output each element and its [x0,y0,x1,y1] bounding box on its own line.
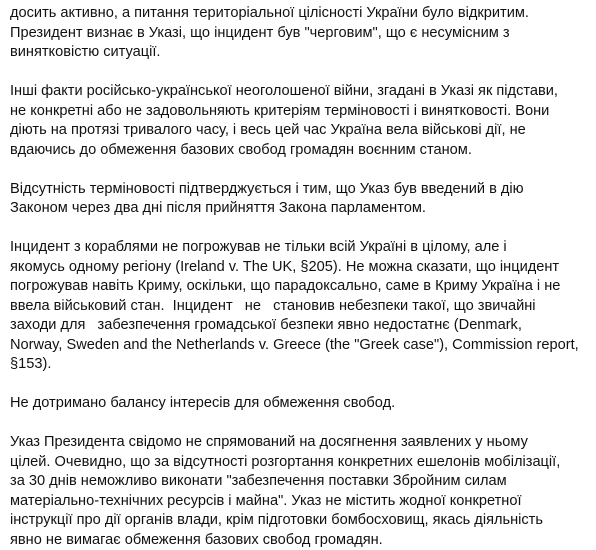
text-line: явно не вимагає обмеження базових свобод громадян. [10,531,590,550]
text-line: Не дотримано балансу інтересів для обмеження свобод. [10,394,590,414]
text-line: заходи для забезпечення громадської безпеки явно недостатнє (Denmark, [10,316,590,336]
text-line: ввела військовий стан. Інцидент не становив небезпеки такої, що звичайні [10,297,590,317]
paragraph-2 [10,82,590,160]
text-line: інструкції про дії органів влади, крім підготовки бомбосховищ, якась діяльність [10,511,590,531]
text-line: Інцидент з кораблями не погрожував не тільки всій Україні в цілому, але і [10,238,590,258]
document-body [10,4,590,550]
text-line: якомусь одному регіону (Ireland v. The UK, §205). Не можна сказати, що інцидент [10,258,590,278]
text-line: не конкретні або не задовольняють критеріям терміновості і винятковості. Вони [10,102,590,122]
paragraph-6 [10,433,590,550]
paragraph-4 [10,238,590,375]
text-line: вдаючись до обмеження базових свобод громадян воєнним станом. [10,141,590,161]
text-line: Відсутність терміновості підтверджується і тим, що Указ був введений в дію [10,180,590,200]
text-line: Norway, Sweden and the Netherlands v. Greece (the "Greek case"), Commission report, [10,336,590,356]
text-line: Президент визнає в Указі, що інцидент був "черговим", що є несумісним з [10,24,590,44]
text-line: Указ Президента свідомо не спрямований на досягнення заявлених у ньому [10,433,590,453]
text-line: винятковістю ситуації. [10,43,590,63]
text-line: Інші факти російсько-української неоголошеної війни, згадані в Указі як підстави, [10,82,590,102]
text-line: §153). [10,355,590,375]
paragraph-1 [10,4,590,63]
text-line: матеріально-технічних ресурсів і майна". Указ не містить жодної конкретної [10,492,590,512]
text-line: Законом через два дні після прийняття Закона парламентом. [10,199,590,219]
text-line: за 30 днів неможливо виконати "забезпечення поставки Збройним силам [10,472,590,492]
paragraph-3 [10,180,590,219]
text-line: досить активно, а питання територіальної цілісності України було відкритим. [10,4,590,24]
paragraph-5 [10,394,590,414]
text-line: цілей. Очевидно, що за відсутності розгортання конкретних ешелонів мобілізації, [10,453,590,473]
text-line: погрожував навіть Криму, оскільки, що парадоксально, саме в Криму Україна і не [10,277,590,297]
text-line: діють на протязі тривалого часу, і весь цей час Україна вела військові дії, не [10,121,590,141]
